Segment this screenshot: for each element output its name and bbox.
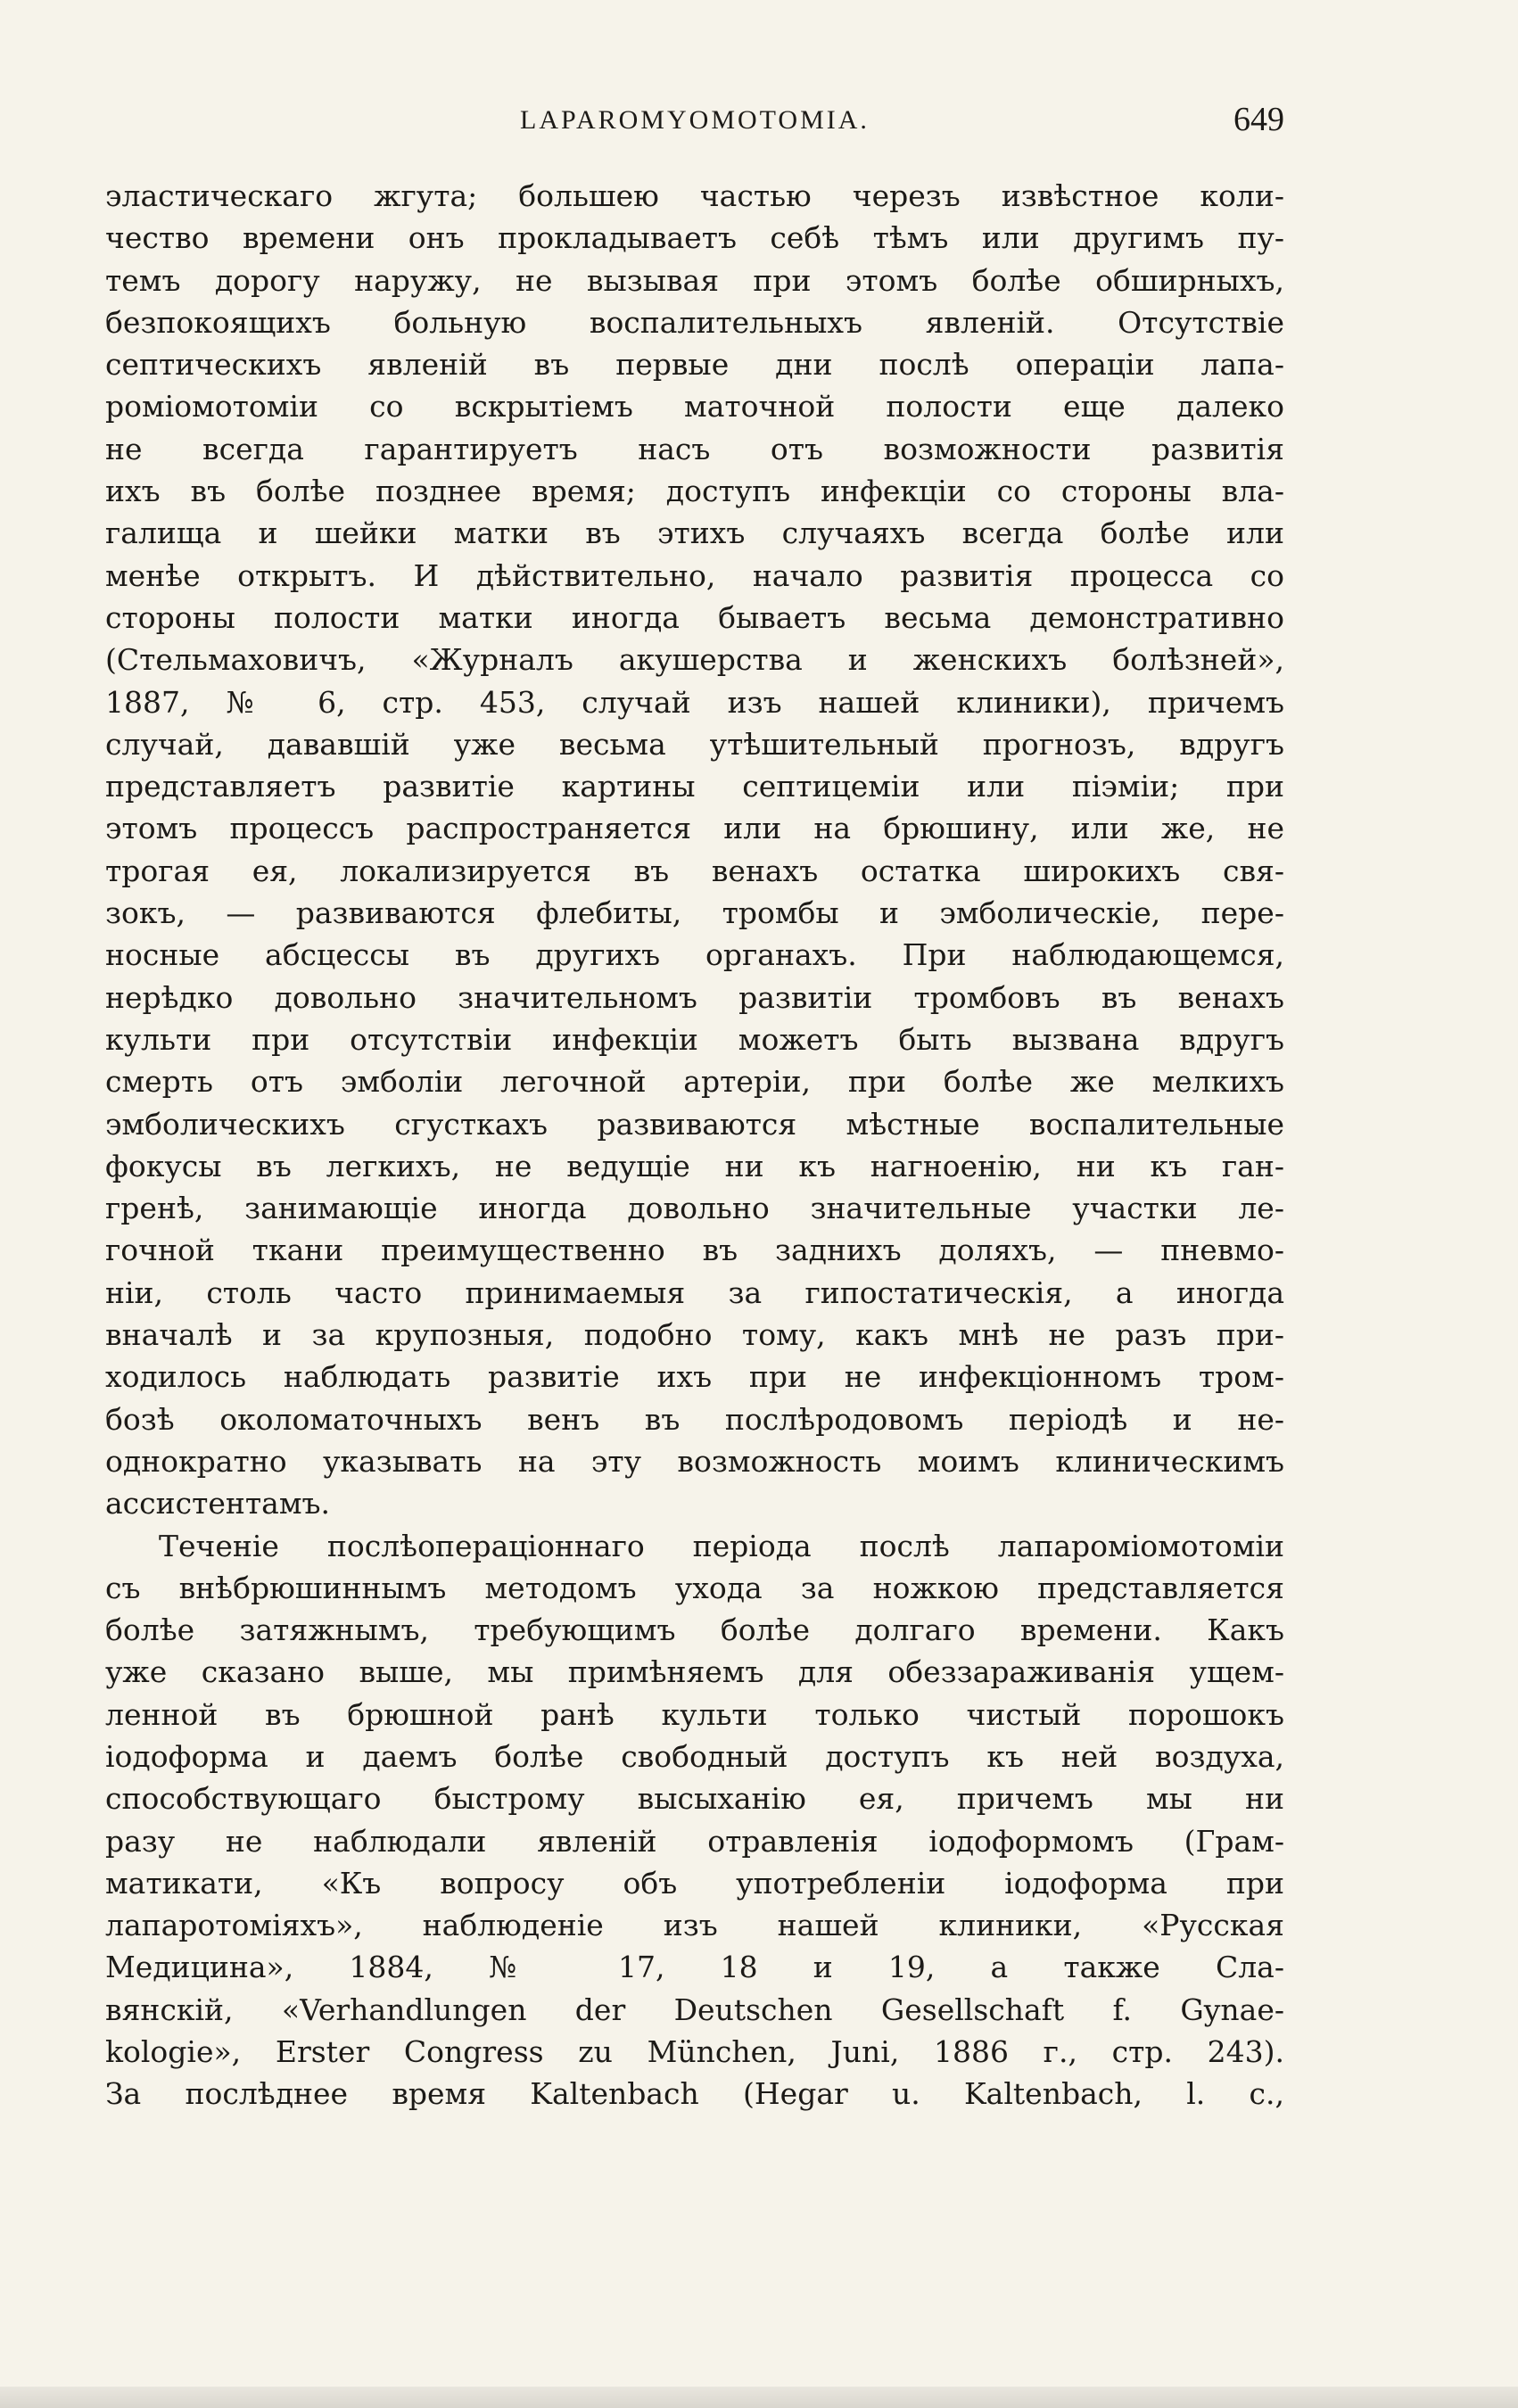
text-line: Медицина», 1884, № 17, 18 и 19, а также Сла- (105, 1950, 1284, 1985)
text-line: роміомотоміи со вскрытіемъ маточной полости еще далеко (105, 389, 1284, 425)
text-line: болѣе затяжнымъ, требующимъ болѣе долгаго времени. Какъ (105, 1612, 1284, 1648)
text-line: ленной въ брюшной ранѣ культи только чистый порошокъ (105, 1696, 1284, 1732)
text-line: эластическаго жгута; большею частью черезъ извѣстное коли- (105, 178, 1284, 213)
text-line: фокусы въ легкихъ, не ведущіе ни къ нагноенію, ни къ ган- (105, 1148, 1284, 1183)
text-line: уже сказано выше, мы примѣняемъ для обеззараживанія ущем- (105, 1654, 1284, 1690)
text-line: гренѣ, занимающіе иногда довольно значительные участки ле- (105, 1191, 1284, 1226)
text-line: нерѣдко довольно значительномъ развитіи тромбовъ въ венахъ (105, 979, 1284, 1015)
text-line: септическихъ явленій въ первые дни послѣ операціи лапа- (105, 347, 1284, 383)
text-line: случай, дававшій уже весьма утѣшительный прогнозъ, вдругъ (105, 726, 1284, 762)
text-line: вянскій, «Verhandlungen der Deutschen Gesellschaft f. Gynae- (105, 1992, 1284, 2027)
text-line: стороны полости матки иногда бываетъ весьма демонстративно (105, 599, 1284, 635)
paragraph-2 (105, 1525, 1284, 2115)
text-line: трогая ея, локализируется въ венахъ остатка широкихъ свя- (105, 853, 1284, 888)
text-line: носные абсцессы въ другихъ органахъ. При наблюдающемся, (105, 937, 1284, 973)
text-line: представляетъ развитіе картины септицеміи или піэміи; при (105, 769, 1284, 804)
text-line: 1887, № 6, стр. 453, случай изъ нашей клиники), причемъ (105, 684, 1284, 720)
text-line: смерть отъ эмболіи легочной артеріи, при болѣе же мелкихъ (105, 1064, 1284, 1100)
text-line: съ внѣбрюшиннымъ методомъ ухода за ножкою представляется (105, 1570, 1284, 1605)
text-line: разу не наблюдали явленій отравленія іодоформомъ (Грам- (105, 1823, 1284, 1859)
text-line: галища и шейки матки въ этихъ случаяхъ всегда болѣе или (105, 515, 1284, 551)
scan-edge (0, 2387, 1518, 2408)
text-line: kologie», Erster Congress zu München, Juni, 1886 г., стр. 243). (105, 2034, 1284, 2070)
page-number: 649 (1233, 101, 1284, 138)
text-line: бозѣ околоматочныхъ венъ въ послѣродовомъ періодѣ и не- (105, 1401, 1284, 1437)
text-line: лапаротоміяхъ», наблюденіе изъ нашей клиники, «Русская (105, 1908, 1284, 1943)
text-line: вначалѣ и за крупозныя, подобно тому, какъ мнѣ не разъ при- (105, 1317, 1284, 1353)
text-line: ихъ въ болѣе позднее время; доступъ инфекціи со стороны вла- (105, 474, 1284, 509)
text-line: (Стельмаховичъ, «Журналъ акушерства и женскихъ болѣзней», (105, 642, 1284, 678)
running-title: LAPAROMYOMOTOMIA. (520, 105, 870, 135)
text-line: За послѣднее время Kaltenbach (Hegar u. Kaltenbach, l. c., (105, 2076, 1284, 2112)
text-line: эмболическихъ сгусткахъ развиваются мѣстные воспалительные (105, 1106, 1284, 1142)
text-line: не всегда гарантируетъ насъ отъ возможности развитія (105, 431, 1284, 466)
text-line: способствующаго быстрому высыханію ея, причемъ мы ни (105, 1781, 1284, 1817)
page-header (105, 100, 1284, 144)
text-line: темъ дорогу наружу, не вызывая при этомъ болѣе обширныхъ, (105, 262, 1284, 298)
text-line: этомъ процессъ распространяется или на брюшину, или же, не (105, 811, 1284, 846)
text-line: гочной ткани преимущественно въ заднихъ доляхъ, — пневмо- (105, 1233, 1284, 1268)
paragraph-1 (105, 175, 1284, 1525)
text-line: однократно указывать на эту возможность моимъ клиническимъ (105, 1443, 1284, 1479)
text-line: матикати, «Къ вопросу объ употребленіи іодоформа при (105, 1865, 1284, 1901)
text-line: чество времени онъ прокладываетъ себѣ тѣмъ или другимъ пу- (105, 220, 1284, 256)
text-line: зокъ, — развиваются флебиты, тромбы и эмболическіе, пере- (105, 895, 1284, 931)
text-line: ходилось наблюдать развитіе ихъ при не инфекціонномъ тром- (105, 1359, 1284, 1395)
body-text (105, 175, 1284, 2115)
text-line: ніи, столь часто принимаемыя за гипостатическія, а иногда (105, 1274, 1284, 1310)
text-line: менѣе открытъ. И дѣйствительно, начало развитія процесса со (105, 557, 1284, 593)
text-line: ассистентамъ. (105, 1486, 330, 1521)
text-line: Теченіе послѣопераціоннаго періода послѣ лапароміомотоміи (159, 1528, 1284, 1563)
text-line: безпокоящихъ больную воспалительныхъ явленій. Отсутствіе (105, 304, 1284, 340)
text-line: іодоформа и даемъ болѣе свободный доступъ къ ней воздуха, (105, 1738, 1284, 1774)
text-line: культи при отсутствіи инфекціи можетъ быть вызвана вдругъ (105, 1021, 1284, 1057)
